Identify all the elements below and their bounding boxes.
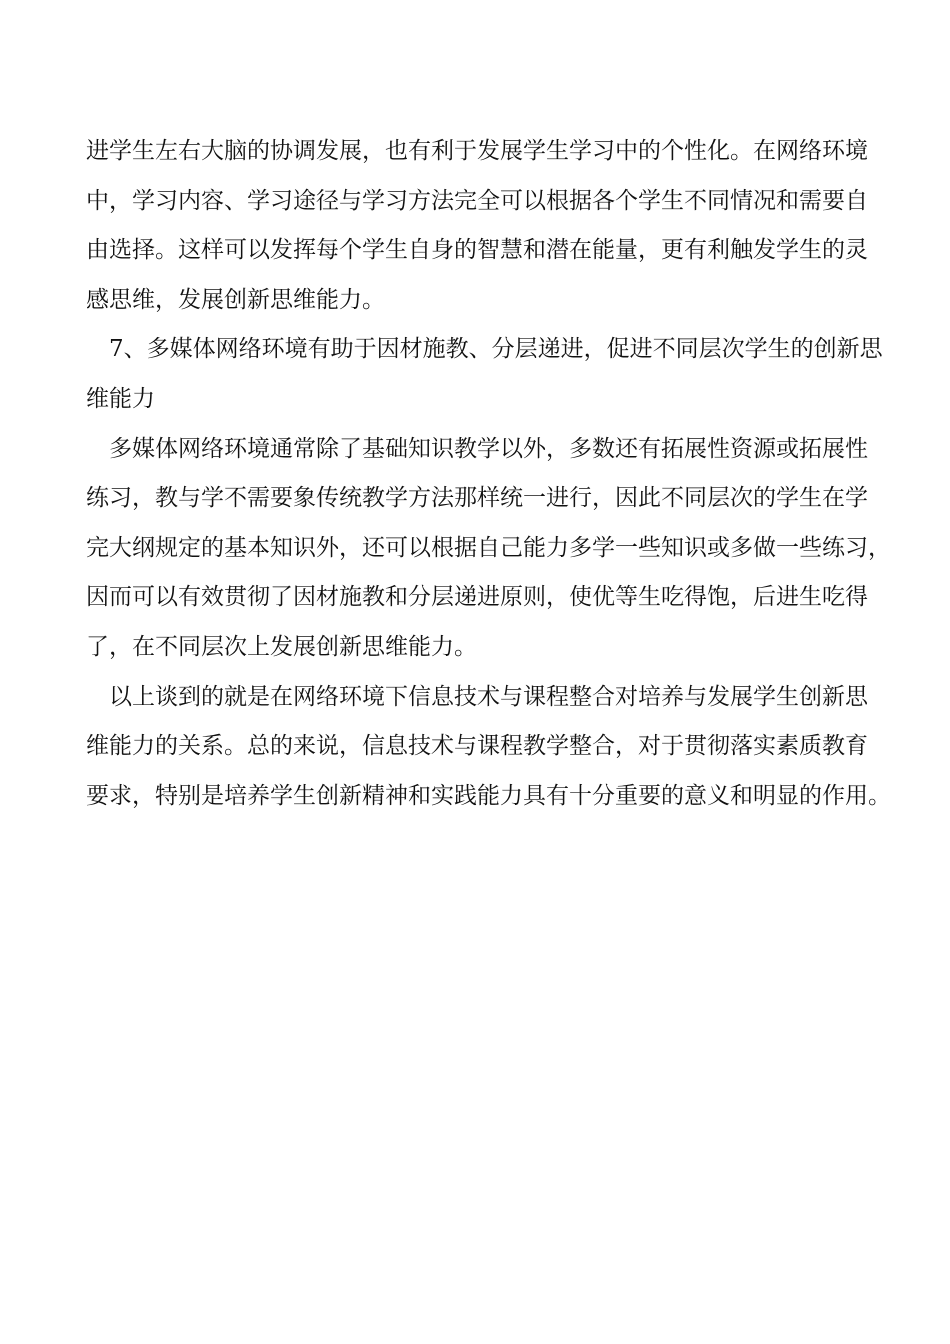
text-line: 7、多媒体网络环境有助于因材施教、分层递进，促进不同层次学生的创新思 (109, 336, 883, 363)
section-heading-7 (86, 325, 883, 424)
text-line: 练习，教与学不需要象传统教学方法那样统一进行，因此不同层次的学生在学 (86, 485, 868, 512)
text-line: 了，在不同层次上发展创新思维能力。 (86, 633, 477, 660)
paragraph-continuation (86, 127, 866, 325)
text-line: 由选择。这样可以发挥每个学生自身的智慧和潜在能量，更有利触发学生的灵 (86, 237, 868, 264)
text-line: 以上谈到的就是在网络环境下信息技术与课程整合对培养与发展学生创新思 (109, 683, 868, 710)
text-line: 要求，特别是培养学生创新精神和实践能力具有十分重要的意义和明显的作用。 (86, 782, 891, 809)
paragraph-conclusion (86, 673, 891, 822)
text-line: 感思维，发展创新思维能力。 (86, 286, 385, 313)
text-line: 维能力 (86, 385, 155, 412)
document-body (86, 127, 891, 821)
text-line: 进学生左右大脑的协调发展，也有利于发展学生学习中的个性化。在网络环境 (86, 138, 868, 164)
text-line: 多媒体网络环境通常除了基础知识教学以外，多数还有拓展性资源或拓展性 (109, 435, 868, 462)
text-line: 维能力的关系。总的来说，信息技术与课程教学整合，对于贯彻落实素质教育 (86, 733, 868, 760)
paragraph-multimedia (86, 425, 891, 673)
text-line: 完大纲规定的基本知识外，还可以根据自己能力多学一些知识或多做一些练习， (86, 534, 891, 561)
text-line: 中，学习内容、学习途径与学习方法完全可以根据各个学生不同情况和需要自 (86, 187, 868, 214)
text-line: 因而可以有效贯彻了因材施教和分层递进原则，使优等生吃得饱，后进生吃得 (86, 584, 868, 611)
